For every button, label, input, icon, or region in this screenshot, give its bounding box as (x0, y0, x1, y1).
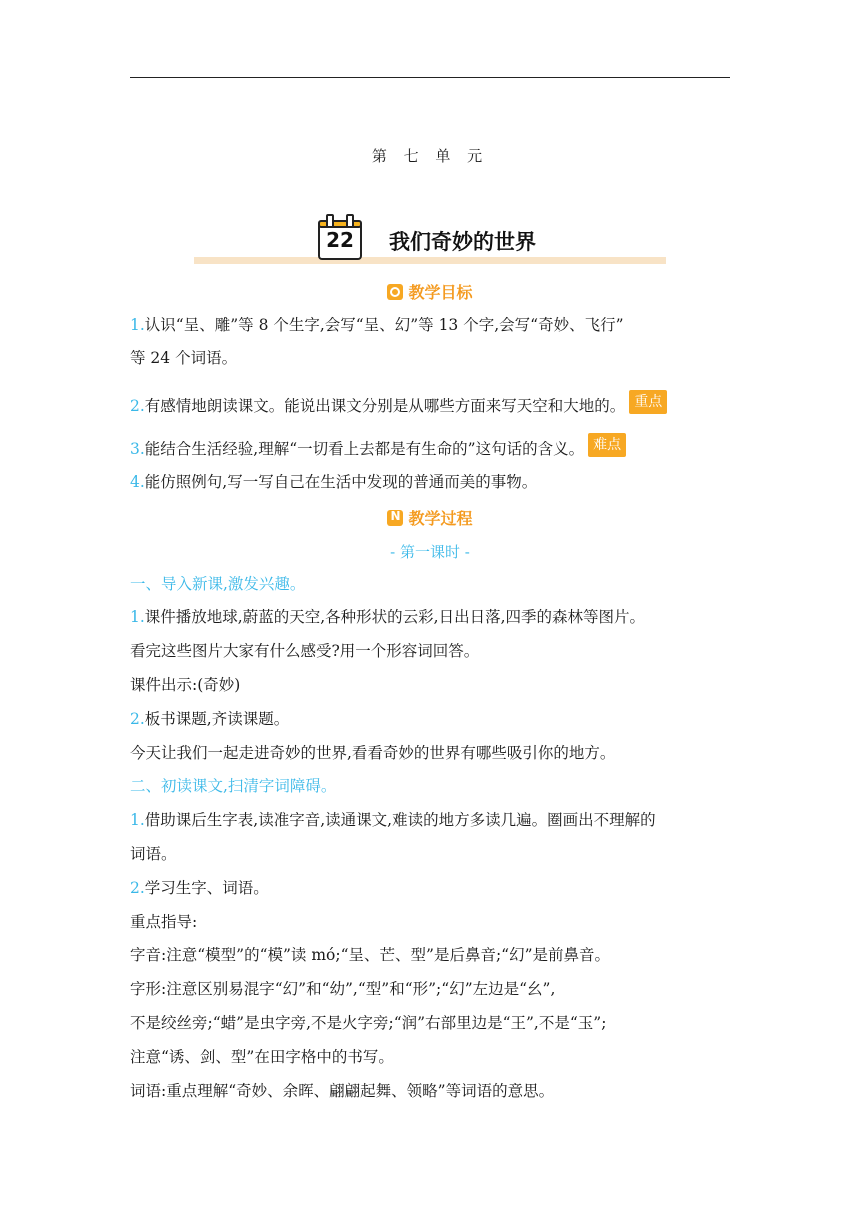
goal-1: 1.认识“呈、雕”等 8 个生字,会写“呈、幻”等 13 个字,会写“奇妙、飞行” (130, 316, 624, 334)
part2-item2: 2.学习生字、词语。 (130, 879, 269, 897)
part2-shape-2: 不是绞丝旁;“蜡”是虫字旁,不是火字旁;“润”右部里边是“王”,不是“玉”; (130, 1014, 607, 1032)
process-icon (387, 510, 403, 526)
goal-1-cont: 等 24 个词语。 (130, 349, 238, 367)
period-title: - 第一课时 - (390, 543, 470, 561)
part1-heading: 一、导入新课,激发兴趣。 (130, 575, 306, 593)
part2-sound: 字音:注意“模型”的“模”读 mó;“呈、芒、型”是后鼻音;“幻”是前鼻音。 (130, 946, 611, 964)
section-goals: 教学目标 (0, 280, 860, 303)
part1-item2: 2.板书课题,齐读课题。 (130, 710, 290, 728)
key-point-badge: 重点 (629, 390, 667, 414)
section-process: N教学过程 (0, 506, 860, 529)
difficult-point-badge: 难点 (588, 433, 626, 457)
lesson-title-bar (194, 257, 666, 264)
goal-2: 2.有感情地朗读课文。能说出课文分别是从哪些方面来写天空和大地的。 重点 (130, 390, 667, 416)
calendar-icon (318, 214, 360, 258)
header-rule (130, 77, 730, 78)
part2-item1: 1.借助课后生字表,读准字音,读通课文,难读的地方多读几遍。圈画出不理解的 (130, 811, 656, 829)
goal-3: 3.能结合生活经验,理解“一切看上去都是有生命的”这句话的含义。 难点 (130, 433, 626, 459)
part2-item1-cont: 词语。 (130, 845, 177, 863)
part2-shape-3: 注意“诱、剑、型”在田字格中的书写。 (130, 1048, 394, 1066)
lesson-title: 我们奇妙的世界 (389, 230, 536, 254)
part1-show: 课件出示:(奇妙) (130, 676, 241, 694)
part2-shape-1: 字形:注意区别易混字“幻”和“幼”,“型”和“形”;“幻”左边是“幺”, (130, 980, 556, 998)
goal-4: 4.能仿照例句,写一写自己在生活中发现的普通而美的事物。 (130, 473, 538, 491)
part1-intro: 今天让我们一起走进奇妙的世界,看看奇妙的世界有哪些吸引你的地方。 (130, 744, 616, 762)
lesson-number: 22 (326, 228, 354, 252)
part2-guide: 重点指导: (130, 913, 198, 931)
part2-words: 词语:重点理解“奇妙、余晖、翩翩起舞、领略”等词语的意思。 (130, 1082, 555, 1100)
unit-title: 第 七 单 元 (371, 147, 489, 165)
part2-heading: 二、初读课文,扫清字词障碍。 (130, 777, 337, 795)
target-icon (387, 284, 403, 300)
part1-item1-cont: 看完这些图片大家有什么感受?用一个形容词回答。 (130, 642, 480, 660)
part1-item1: 1.课件播放地球,蔚蓝的天空,各种形状的云彩,日出日落,四季的森林等图片。 (130, 608, 646, 626)
